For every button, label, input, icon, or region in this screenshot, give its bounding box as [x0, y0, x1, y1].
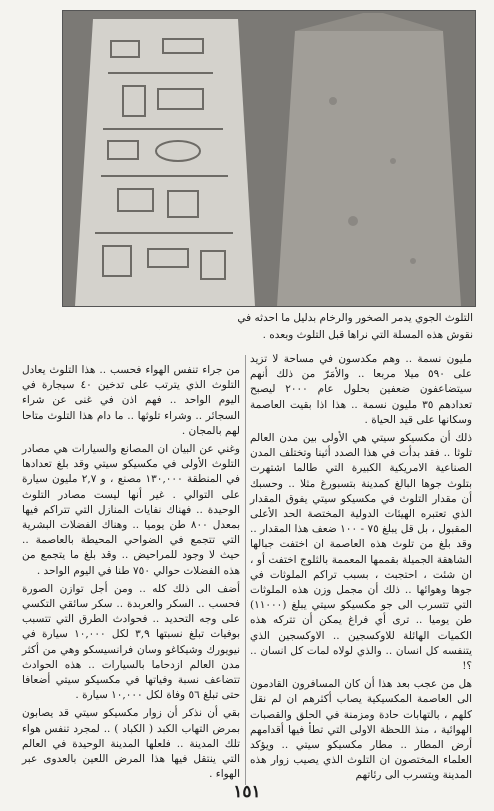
article-column-right: [250, 352, 472, 787]
paragraph: أضف الى ذلك كله .. ومن أجل توازن الصورة فحسب .. السكر والعربدة .. سكر سائقي التكسي على وجه التحديد .. فحوادث الطرق التي تتسبب بوفيات تبلغ نسبتها ٣,٩ لكل ١٠,٠٠٠ سيارة في نيويورك وشيكاغو وسان فرانسيسكو وهي من أكثر مدن العالم ازدحاما بالسيارات .. هذه الحوادث تتضاعف نسبة وفياتها في مكسيكو سيتي أضعافا حتى تبلغ ٥٦ وفاة لكل ١٠,٠٠٠ سيارة .: [22, 582, 240, 702]
obelisk-photo: [62, 10, 476, 307]
article-column-left: [22, 363, 240, 785]
obelisk-photo-drawing: [63, 11, 475, 306]
paragraph: مليون نسمة .. وهم مكدسون في مساحة لا تزيد على ٥٩٠ ميلا مربعا .. والأمَرّ من ذلك أنهم سيتضاعفون ضعفين بحلول عام ٢٠٠٠ ليصبح تعدادهم ٣٥ مليون نسمة .. هذا اذا بقيت العاصمة وسكانها على قيد الحياة .: [250, 353, 472, 426]
paragraph: بقي أن نذكر أن زوار مكسيكو سيتي قد يصابون بمرض التهاب الكبد ( الكباد ) .. لمجرد تنفس هواء تلك المدينة .. فلعلها المدينة الوحيدة في العالم التي ينتقل فيها هذا المرض اللعين بالعدوى عبر الهواء .: [22, 707, 240, 781]
paragraph: هل من عجب بعد هذا أن كان المسافرون القادمون الى العاصمة المكسيكية يصاب أكثرهم ان لم نقل كلهم ، بالتهابات حادة ومزمنة في الحلق والقصبات الهوائية ، منذ اللحظة الاولى التي تطأ فيها أقدامهم أرض المطار .. مطار مكسيكو سيتي .. ويؤكد العلماء المختصون ان التلوث الذي يصيب زوار هذه المدينة ويتسرب الى رئاتهم: [250, 678, 472, 782]
photo-caption: التلوث الجوي يدمر الصخور والرخام بدليل ما احدثه في نقوش هذه المسلة التي نراها قبل التلوث وبعده .: [237, 312, 473, 341]
paragraph: ذلك أن مكسيكو سيتي هي الأولى بين مدن العالم تلوثا .. فقد بدأت في هذا الصدد أثينا وتختلف المدن الصناعية الامريكية الكبيرة التي طالما اشتهرت بتلوث جوها البالغ كمدينة بتسبورغ مثلا .. وحسبك أن مقدار التلوث في مكسيكو سيتي يفوق المقدار الذي تعتبره الهيئات الدولية المختصة الحد الأعلى المقبول ، بل قل يبلغ ٧٥ - ١٠٠ ضعف هذا المقدار .. وقد بلغ من تلوث هذه العاصمة ان اختفت جبالها الشاهقة الجميلة بقممها المعممة بالثلوج اختفت أو ، ان شئت ، احتجبت ، بسبب تراكم الملوثات في جوها وهوائها .. ذلك أن مجمل وزن هذه الملوثات التي تتسرب الى جو مكسيكو سيتي يبلغ (١١٠٠٠) طن يوميا .. ترى أي فراغ يمكن أن تتركه هذه الكميات الهائلة للاوكسجين .. الاوكسجين الذي يتنفسه كل انسان .. والذي لولاه لمات كل انسان .. ؟!: [250, 432, 472, 673]
paragraph: من جراء تنفس الهواء فحسب .. هذا التلوث يعادل التلوث الذي يترتب على تدخين ٤٠ سيجارة في اليوم الواحد .. فهم اذن في غنى عن شراء السجائر .. وشراء تلوثها .. ما دام هذا التلوث متاحا لهم بالمجان .: [22, 364, 240, 437]
paragraph: وغني عن البيان ان المصانع والسيارات هي مصادر التلوث الأولى في مكسيكو سيتي وقد بلغ تعدادها في المنطقة ١٣٠,٠٠٠ مصنع ، و ٢,٧ مليون سيارة على التوالي . غير أنها ليست مصادر التلوث الوحيدة .. فهناك نفايات المنازل التي تتراكم فيها بمعدل ٨٠٠ طن يوميا .. وهناك الفضلات البشرية التي تتجمع في الضواحي المحيطة بالعاصمة .. حيث لا وجود للمراحيض .. وقد بلغ ما يتجمع من هذه الفضلات حوالي ٧٥٠ طنا في اليوم الواحد .: [22, 443, 241, 577]
obelisk-after: [277, 31, 461, 306]
column-divider: [245, 355, 246, 785]
page-number: ١٥١: [233, 782, 261, 802]
